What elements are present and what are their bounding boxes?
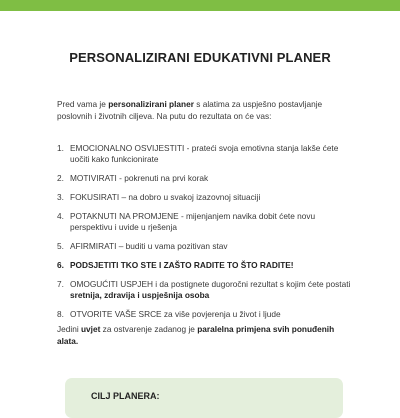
list-item bbox=[57, 143, 357, 165]
list-item-text: EMOCIONALNO OSVIJESTITI - prateći svoja emotivna stanja lakše ćete uočiti kako funkcionirate bbox=[70, 143, 339, 164]
intro-bold-text: personalizirani planer bbox=[108, 99, 194, 109]
intro-paragraph bbox=[57, 98, 357, 122]
top-accent-bar bbox=[0, 0, 400, 11]
list-item-number: 7. bbox=[57, 279, 64, 289]
list-item-number: 4. bbox=[57, 211, 64, 221]
list-item-text: FOKUSIRATI – na dobro u svakoj izazovnoj situaciji bbox=[70, 192, 261, 202]
list-item-bold-text: sretnija, zdravija i uspješnija osoba bbox=[70, 290, 210, 300]
page-title: PERSONALIZIRANI EDUKATIVNI PLANER bbox=[69, 50, 331, 65]
intro-text-end: s alatima za uspješno postavljanje poslovnih i životnih ciljeva. Na putu do rezultata on će vas: bbox=[57, 99, 323, 121]
list-item-number: 2. bbox=[57, 173, 64, 183]
list-item-text-start: OMOGUĆITI USPJEH i da postignete dugoročni rezultat s kojim ćete postati bbox=[70, 279, 351, 289]
list-item-text: MOTIVIRATI - pokrenuti na prvi korak bbox=[70, 173, 209, 183]
list-item bbox=[57, 192, 357, 203]
closing-text-2: za ostvarenje zadanog je bbox=[100, 324, 198, 334]
list-item-number: 8. bbox=[57, 309, 64, 319]
list-item-number: 3. bbox=[57, 192, 64, 202]
list-item bbox=[57, 309, 357, 320]
benefits-list bbox=[57, 143, 357, 328]
closing-paragraph bbox=[57, 323, 357, 347]
goal-label: CILJ PLANERA: bbox=[91, 391, 160, 401]
list-item-number: 1. bbox=[57, 143, 64, 153]
list-item bbox=[57, 173, 357, 184]
list-item bbox=[57, 279, 357, 301]
list-item-text bbox=[70, 279, 357, 301]
list-item bbox=[57, 241, 357, 252]
goal-box bbox=[65, 378, 343, 418]
list-item-text: OTVORITE VAŠE SRCE za više povjerenja u život i ljude bbox=[70, 309, 281, 319]
closing-bold-2: paralelna primjena svih ponuđenih alata. bbox=[57, 324, 335, 346]
list-item bbox=[57, 211, 357, 233]
list-item-highlighted bbox=[57, 260, 357, 271]
intro-text-start: Pred vama je bbox=[57, 99, 109, 109]
list-item-text: POTAKNUTI NA PROMJENE - mijenjanjem navika dobit ćete novu perspektivu i uvide u rješenja bbox=[70, 211, 316, 232]
list-item-text: PODSJETITI TKO STE I ZAŠTO RADITE TO ŠTO RADITE! bbox=[70, 260, 294, 270]
closing-bold-1: uvjet bbox=[80, 324, 101, 334]
list-item-number: 6. bbox=[57, 260, 64, 270]
closing-text-1: Jedini bbox=[57, 324, 81, 334]
list-item-number: 5. bbox=[57, 241, 64, 251]
list-item-text: AFIRMIRATI – buditi u vama pozitivan stav bbox=[70, 241, 228, 251]
